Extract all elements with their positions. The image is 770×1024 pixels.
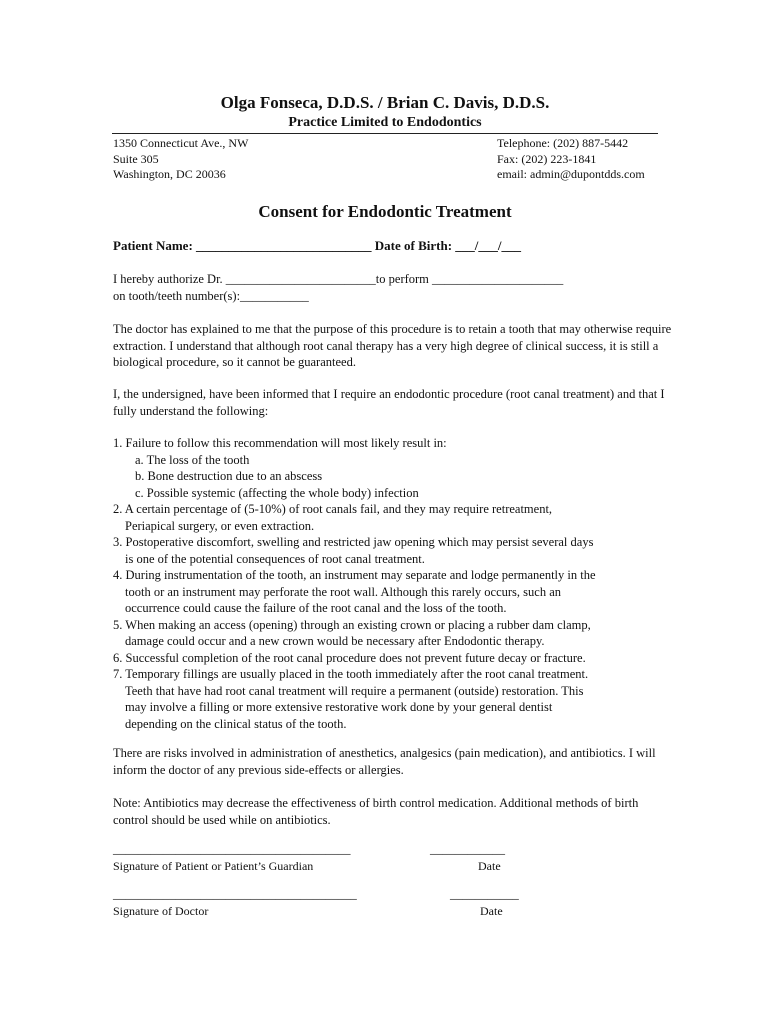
- contact-block: [497, 136, 645, 183]
- doctor-date-line[interactable]: ___________: [450, 887, 519, 901]
- contact-fax: Fax: (202) 223-1841: [497, 151, 597, 166]
- patient-signature-line[interactable]: ______________________________________: [113, 842, 351, 856]
- address-line-suite: Suite 305: [113, 151, 159, 166]
- risk-subitem: a. The loss of the tooth: [135, 452, 250, 467]
- form-title: Consent for Endodontic Treatment: [258, 202, 512, 221]
- risk-subitem: c. Possible systemic (affecting the whole body) infection: [135, 485, 419, 500]
- risk-list: [113, 435, 673, 732]
- risk-item-continuation: tooth or an instrument may perforate the root wall. Although this rarely occurs, such an: [125, 584, 561, 599]
- patient-date-label: Date: [478, 859, 501, 873]
- risk-item: 2. A certain percentage of (5-10%) of root canals fail, and they may require retreatment,: [113, 502, 553, 516]
- practice-subtitle: Practice Limited to Endodontics: [288, 115, 482, 130]
- authorization-block: [113, 271, 563, 305]
- doctor-signature-line[interactable]: _______________________________________: [113, 887, 357, 901]
- risk-item: 4. During instrumentation of the tooth, an instrument may separate and lodge permanently in the: [113, 568, 596, 582]
- antibiotics-note: Note: Antibiotics may decrease the effectiveness of birth control medication. Additional methods of birth control should be used while on antibiotics.: [113, 796, 639, 827]
- risk-item: 7. Temporary fillings are usually placed in the tooth immediately after the root canal treatment.: [113, 667, 589, 681]
- risk-item-continuation: Teeth that have had root canal treatment will require a permanent (outside) restoration. This: [125, 683, 584, 698]
- address-line-street: 1350 Connecticut Ave., NW: [113, 136, 249, 150]
- address-block: [113, 136, 248, 183]
- patient-info-line[interactable]: Patient Name: ___________________________ Date of Birth: ___/___/___: [113, 238, 522, 253]
- address-line-city: Washington, DC 20036: [113, 167, 226, 181]
- risk-item: 5. When making an access (opening) through an existing crown or placing a rubber dam clamp,: [113, 617, 591, 632]
- contact-telephone: Telephone: (202) 887-5442: [497, 136, 629, 150]
- purpose-paragraph: The doctor has explained to me that the purpose of this procedure is to retain a tooth that may otherwise require extraction. I understand that although root canal therapy has a very high degree of clinical success, it is still a biological procedure, so it cannot be guaranteed.: [113, 322, 672, 369]
- risk-item: 3. Postoperative discomfort, swelling and restricted jaw opening which may persist several days: [113, 535, 594, 549]
- risk-item-continuation: depending on the clinical status of the tooth.: [125, 716, 347, 731]
- anesthetics-paragraph: There are risks involved in administration of anesthetics, analgesics (pain medication), and antibiotics. I will inform the doctor of any previous side-effects or allergies.: [113, 746, 656, 777]
- informed-paragraph: I, the undersigned, have been informed that I require an endodontic procedure (root canal treatment) and that I fully understand the following:: [113, 387, 665, 418]
- contact-email: email: admin@dupontdds.com: [497, 167, 645, 181]
- risk-item: 1. Failure to follow this recommendation will most likely result in:: [113, 436, 447, 450]
- risk-item-continuation: may involve a filling or more extensive restorative work done by your general dentist: [125, 700, 553, 714]
- doctor-signature-label: Signature of Doctor: [113, 904, 209, 918]
- patient-date-line[interactable]: ____________: [430, 842, 505, 856]
- doctor-date-label: Date: [480, 904, 503, 918]
- practice-title: Olga Fonseca, D.D.S. / Brian C. Davis, D.D.S.: [220, 93, 550, 112]
- authorize-line[interactable]: I hereby authorize Dr. ________________________to perform _____________________: [113, 272, 564, 286]
- patient-signature-label: Signature of Patient or Patient’s Guardian: [113, 859, 314, 873]
- risk-subitem: b. Bone destruction due to an abscess: [135, 469, 323, 483]
- risk-item-continuation: is one of the potential consequences of root canal treatment.: [125, 551, 425, 566]
- header-divider: [112, 133, 658, 134]
- risk-item-continuation: Periapical surgery, or even extraction.: [125, 518, 315, 533]
- tooth-number-line[interactable]: on tooth/teeth number(s):___________: [113, 289, 309, 303]
- risk-item-continuation: occurrence could cause the failure of the root canal and the loss of the tooth.: [125, 601, 507, 615]
- risk-item: 6. Successful completion of the root canal procedure does not prevent future decay or fracture.: [113, 650, 586, 665]
- risk-item-continuation: damage could occur and a new crown would be necessary after Endodontic therapy.: [125, 634, 545, 648]
